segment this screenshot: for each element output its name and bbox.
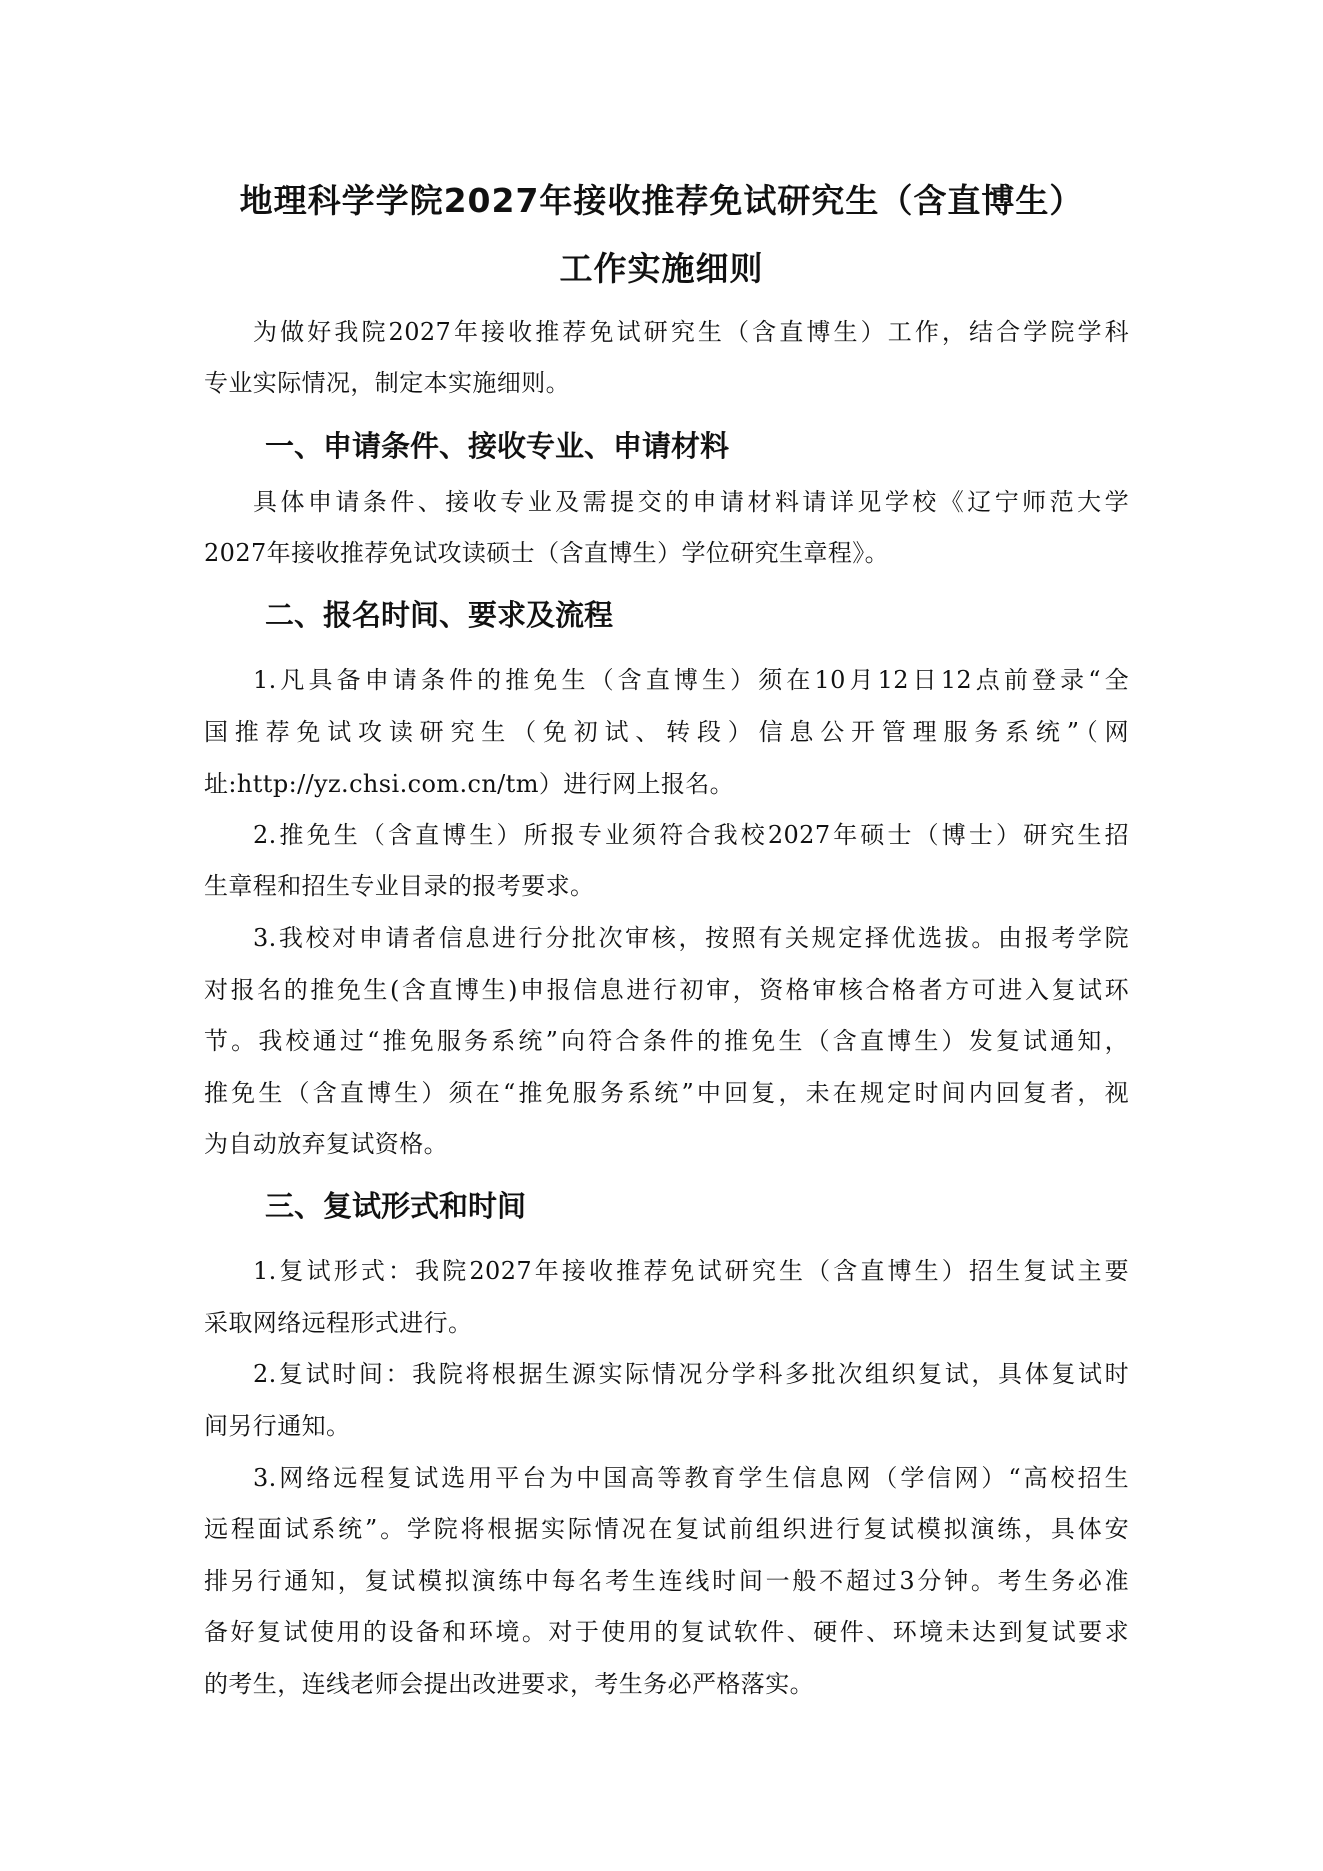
- paragraph-line: 备好复试使用的设备和环境。对于使用的复试软件、硬件、环境未达到复试要求: [204, 1618, 1129, 1646]
- paragraph-line: 具体申请条件、接收专业及需提交的申请材料请详见学校《辽宁师范大学: [253, 488, 1129, 516]
- intro-line: 为做好我院2027年接收推荐免试研究生（含直博生）工作，结合学院学科: [253, 318, 1129, 346]
- paragraph-line: 1.凡具备申请条件的推免生（含直博生）须在10月12日12点前登录“全: [253, 666, 1129, 694]
- paragraph-line: 节。我校通过“推免服务系统”向符合条件的推免生（含直博生）发复试通知，: [204, 1027, 1129, 1055]
- paragraph-line: 排另行通知，复试模拟演练中每名考生连线时间一般不超过3分钟。考生务必准: [204, 1567, 1129, 1595]
- paragraph-line: 间另行通知。: [204, 1412, 351, 1440]
- paragraph-line: 的考生，连线老师会提出改进要求，考生务必严格落实。: [204, 1670, 814, 1698]
- paragraph-line: 推免生（含直博生）须在“推免服务系统”中回复，未在规定时间内回复者，视: [204, 1079, 1129, 1107]
- paragraph-line: 2027年接收推荐免试攻读硕士（含直博生）学位研究生章程》。: [204, 539, 890, 567]
- document-title-line-2: 工作实施细则: [559, 249, 764, 288]
- paragraph-line: 远程面试系统”。学院将根据实际情况在复试前组织进行复试模拟演练，具体安: [204, 1515, 1129, 1543]
- intro-line: 专业实际情况，制定本实施细则。: [204, 369, 570, 397]
- paragraph-line: 生章程和招生专业目录的报考要求。: [204, 872, 595, 900]
- paragraph-line: 1.复试形式：我院2027年接收推荐免试研究生（含直博生）招生复试主要: [253, 1257, 1129, 1285]
- paragraph-line: 2.复试时间：我院将根据生源实际情况分学科多批次组织复试，具体复试时: [253, 1360, 1129, 1388]
- section-heading-3: 三、复试形式和时间: [265, 1189, 527, 1223]
- document-title-line-1: 地理科学学院2027年接收推荐免试研究生（含直博生）: [239, 181, 1084, 220]
- paragraph-line: 址:http://yz.chsi.com.cn/tm）进行网上报名。: [204, 770, 735, 798]
- paragraph-line: 3.网络远程复试选用平台为中国高等教育学生信息网（学信网）“高校招生: [253, 1464, 1129, 1492]
- section-heading-2: 二、报名时间、要求及流程: [265, 598, 614, 632]
- paragraph-line: 国推荐免试攻读研究生（免初试、转段）信息公开管理服务系统”（网: [204, 718, 1129, 746]
- paragraph-line: 采取网络远程形式进行。: [204, 1309, 473, 1337]
- section-heading-1: 一、申请条件、接收专业、申请材料: [265, 429, 730, 463]
- paragraph-line: 对报名的推免生(含直博生)申报信息进行初审，资格审核合格者方可进入复试环: [204, 976, 1129, 1004]
- paragraph-line: 2.推免生（含直博生）所报专业须符合我校2027年硕士（博士）研究生招: [253, 821, 1129, 849]
- paragraph-line: 3.我校对申请者信息进行分批次审核，按照有关规定择优选拔。由报考学院: [253, 924, 1129, 952]
- paragraph-line: 为自动放弃复试资格。: [204, 1130, 448, 1158]
